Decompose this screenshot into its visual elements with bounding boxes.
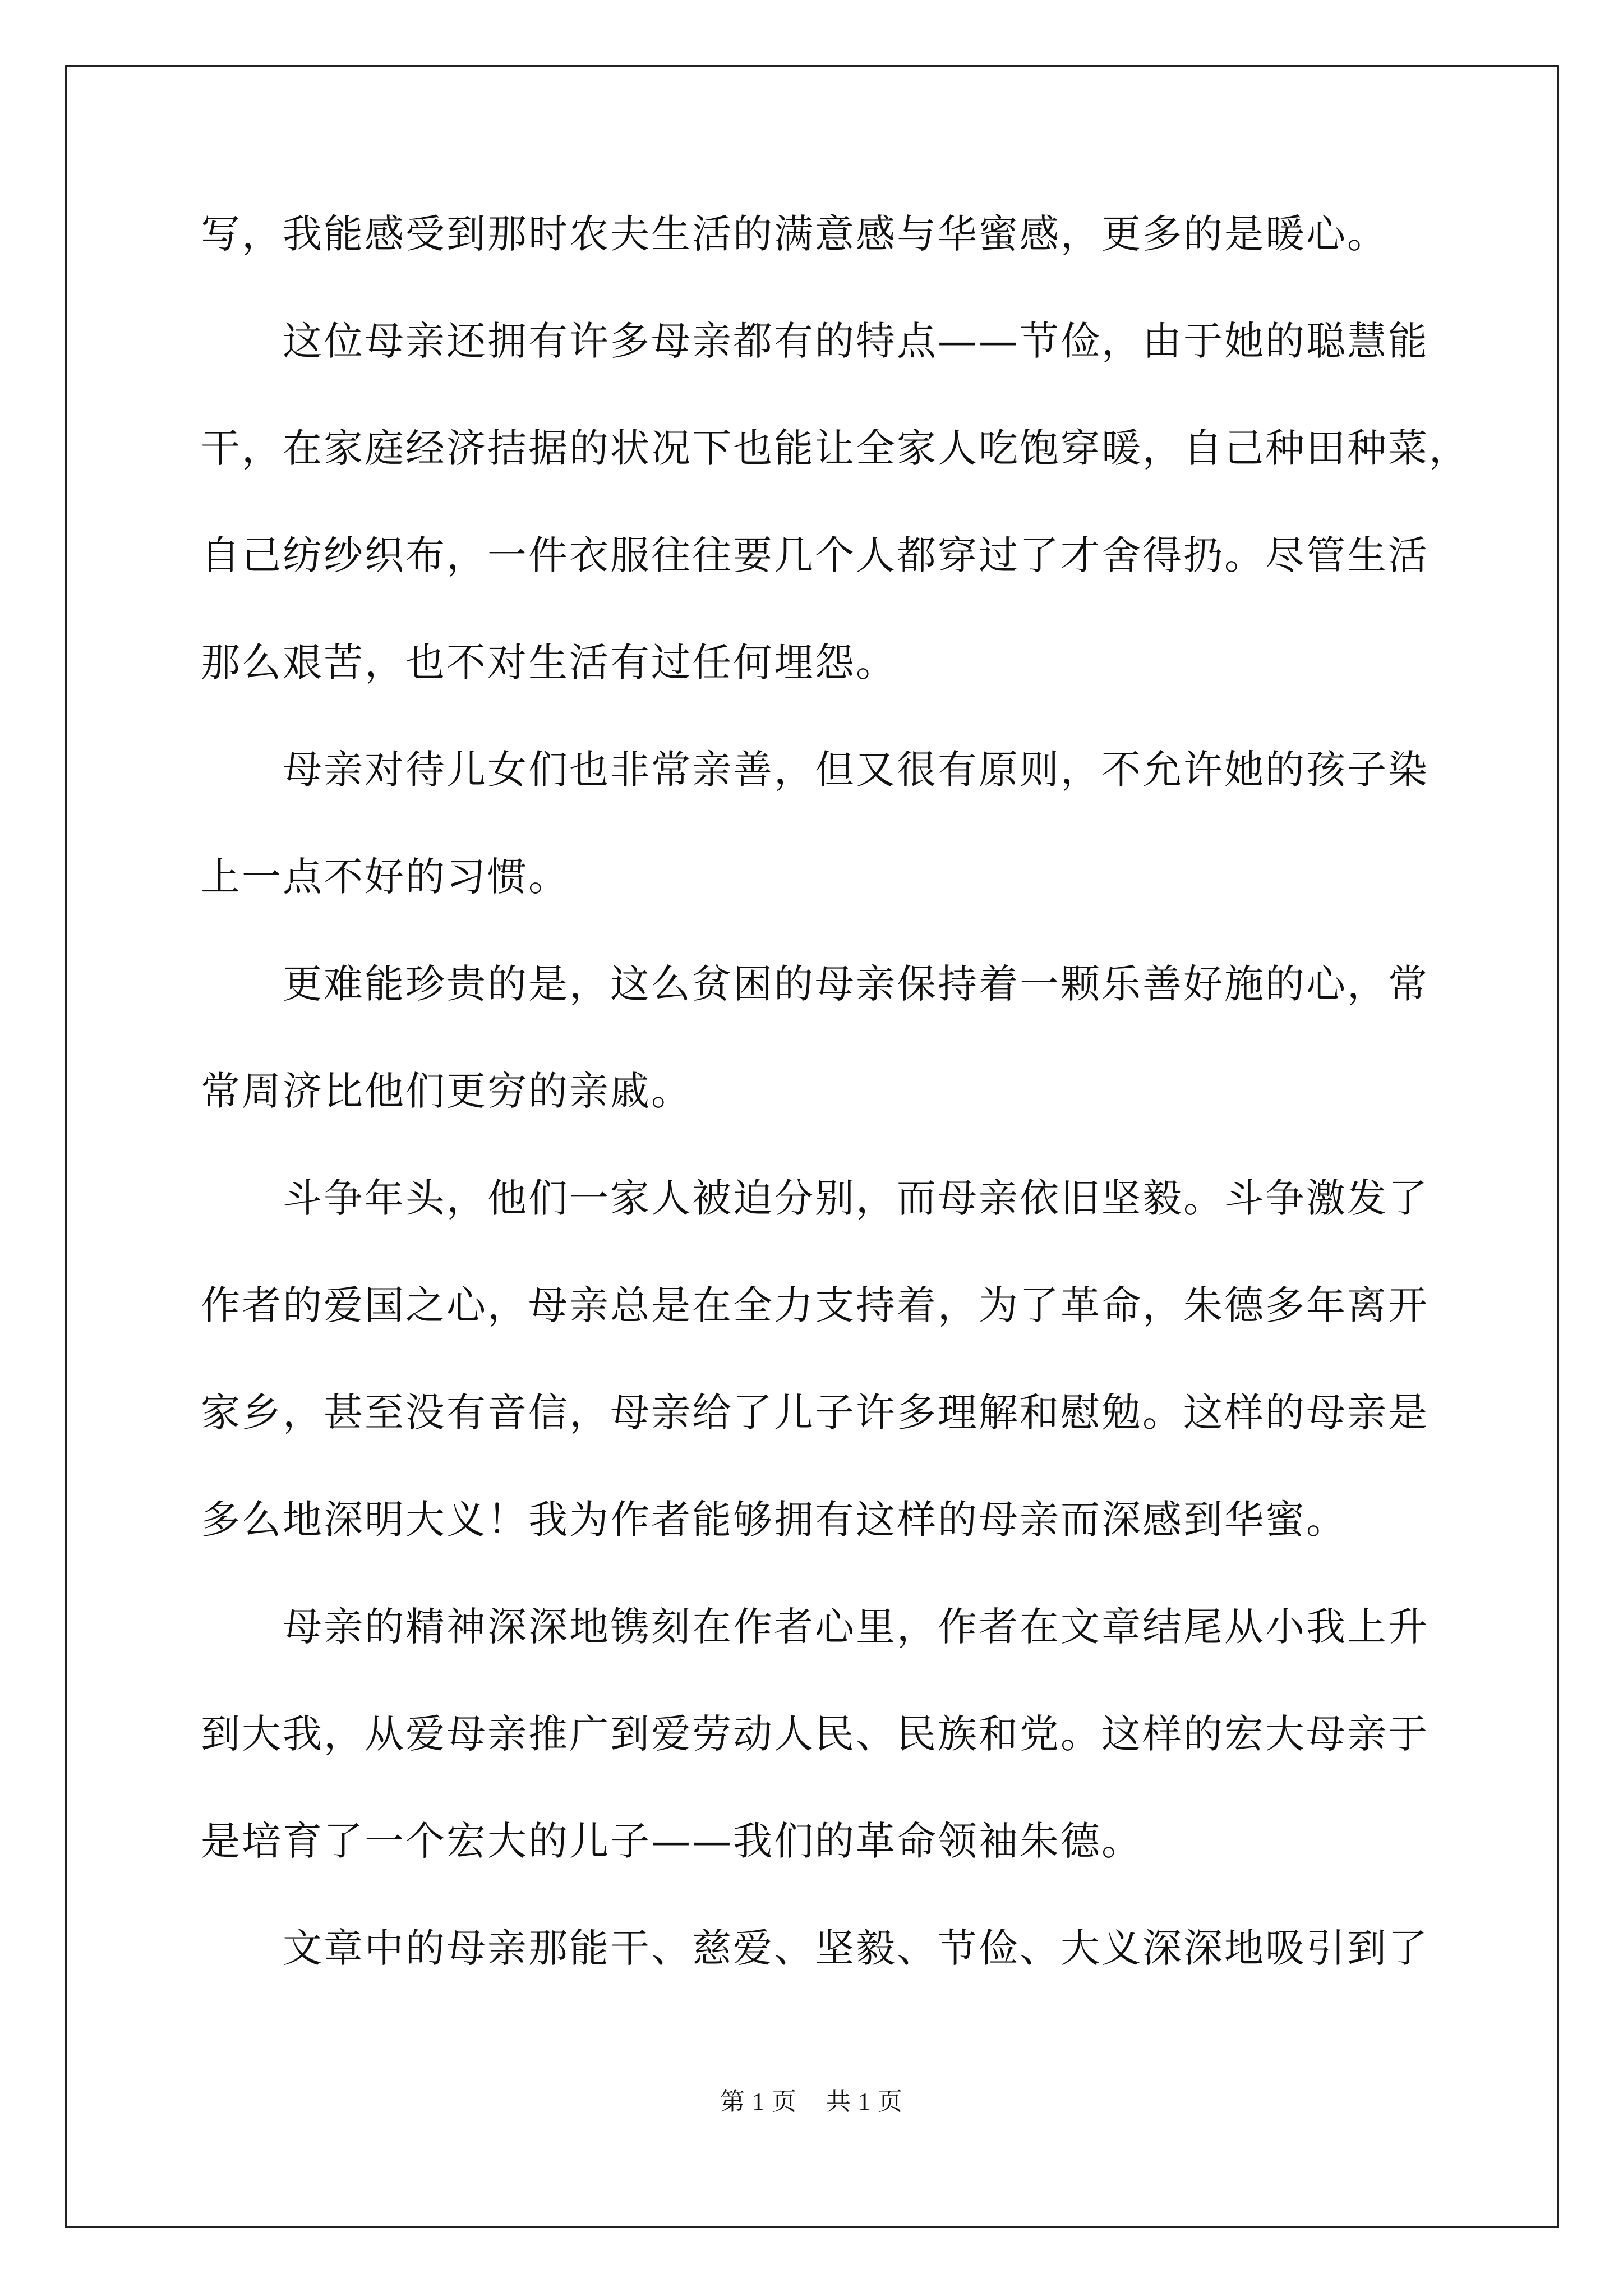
page-border (65, 65, 1559, 2228)
text-line: 常周济比他们更穷的亲戚。 (201, 1068, 692, 1114)
page-number-total: 共 1 页 (826, 2088, 903, 2115)
text-line: 干，在家庭经济拮据的状况下也能让全家人吃饱穿暖，自己种田种菜， (201, 425, 1470, 471)
text-line: 到大我，从爱母亲推广到爱劳动人民、民族和党。这样的宏大母亲于 (201, 1711, 1429, 1757)
text-line: 那么艰苦，也不对生活有过任何埋怨。 (201, 639, 897, 685)
text-line: 写，我能感受到那时农夫生活的满意感与华蜜感，更多的是暖心。 (201, 211, 1388, 257)
text-line: 上一点不好的习惯。 (201, 854, 569, 900)
text-line: 母亲对待儿女们也非常亲善，但又很有原则，不允许她的孩子染 (283, 747, 1429, 793)
text-line: 家乡，甚至没有音信，母亲给了儿子许多理解和慰勉。这样的母亲是 (201, 1389, 1429, 1435)
text-line: 多么地深明大义！我为作者能够拥有这样的母亲而深感到华蜜。 (201, 1497, 1347, 1543)
page-footer (0, 2085, 1623, 2119)
text-line: 更难能珍贵的是，这么贫困的母亲保持着一颗乐善好施的心，常 (283, 961, 1429, 1007)
text-line: 斗争年头，他们一家人被迫分别，而母亲依旧坚毅。斗争激发了 (283, 1175, 1429, 1221)
text-line: 母亲的精神深深地镌刻在作者心里，作者在文章结尾从小我上升 (283, 1604, 1429, 1650)
text-line: 作者的爱国之心，母亲总是在全力支持着，为了革命，朱德多年离开 (201, 1282, 1429, 1328)
text-line: 自己纺纱织布，一件衣服往往要几个人都穿过了才舍得扔。尽管生活 (201, 532, 1429, 578)
page-number-current: 第 1 页 (720, 2088, 797, 2115)
text-line: 是培育了一个宏大的儿子——我们的革命领袖朱德。 (201, 1818, 1142, 1864)
text-line: 文章中的母亲那能干、慈爱、坚毅、节俭、大义深深地吸引到了 (283, 1925, 1429, 1971)
text-line: 这位母亲还拥有许多母亲都有的特点——节俭，由于她的聪慧能 (283, 318, 1429, 364)
